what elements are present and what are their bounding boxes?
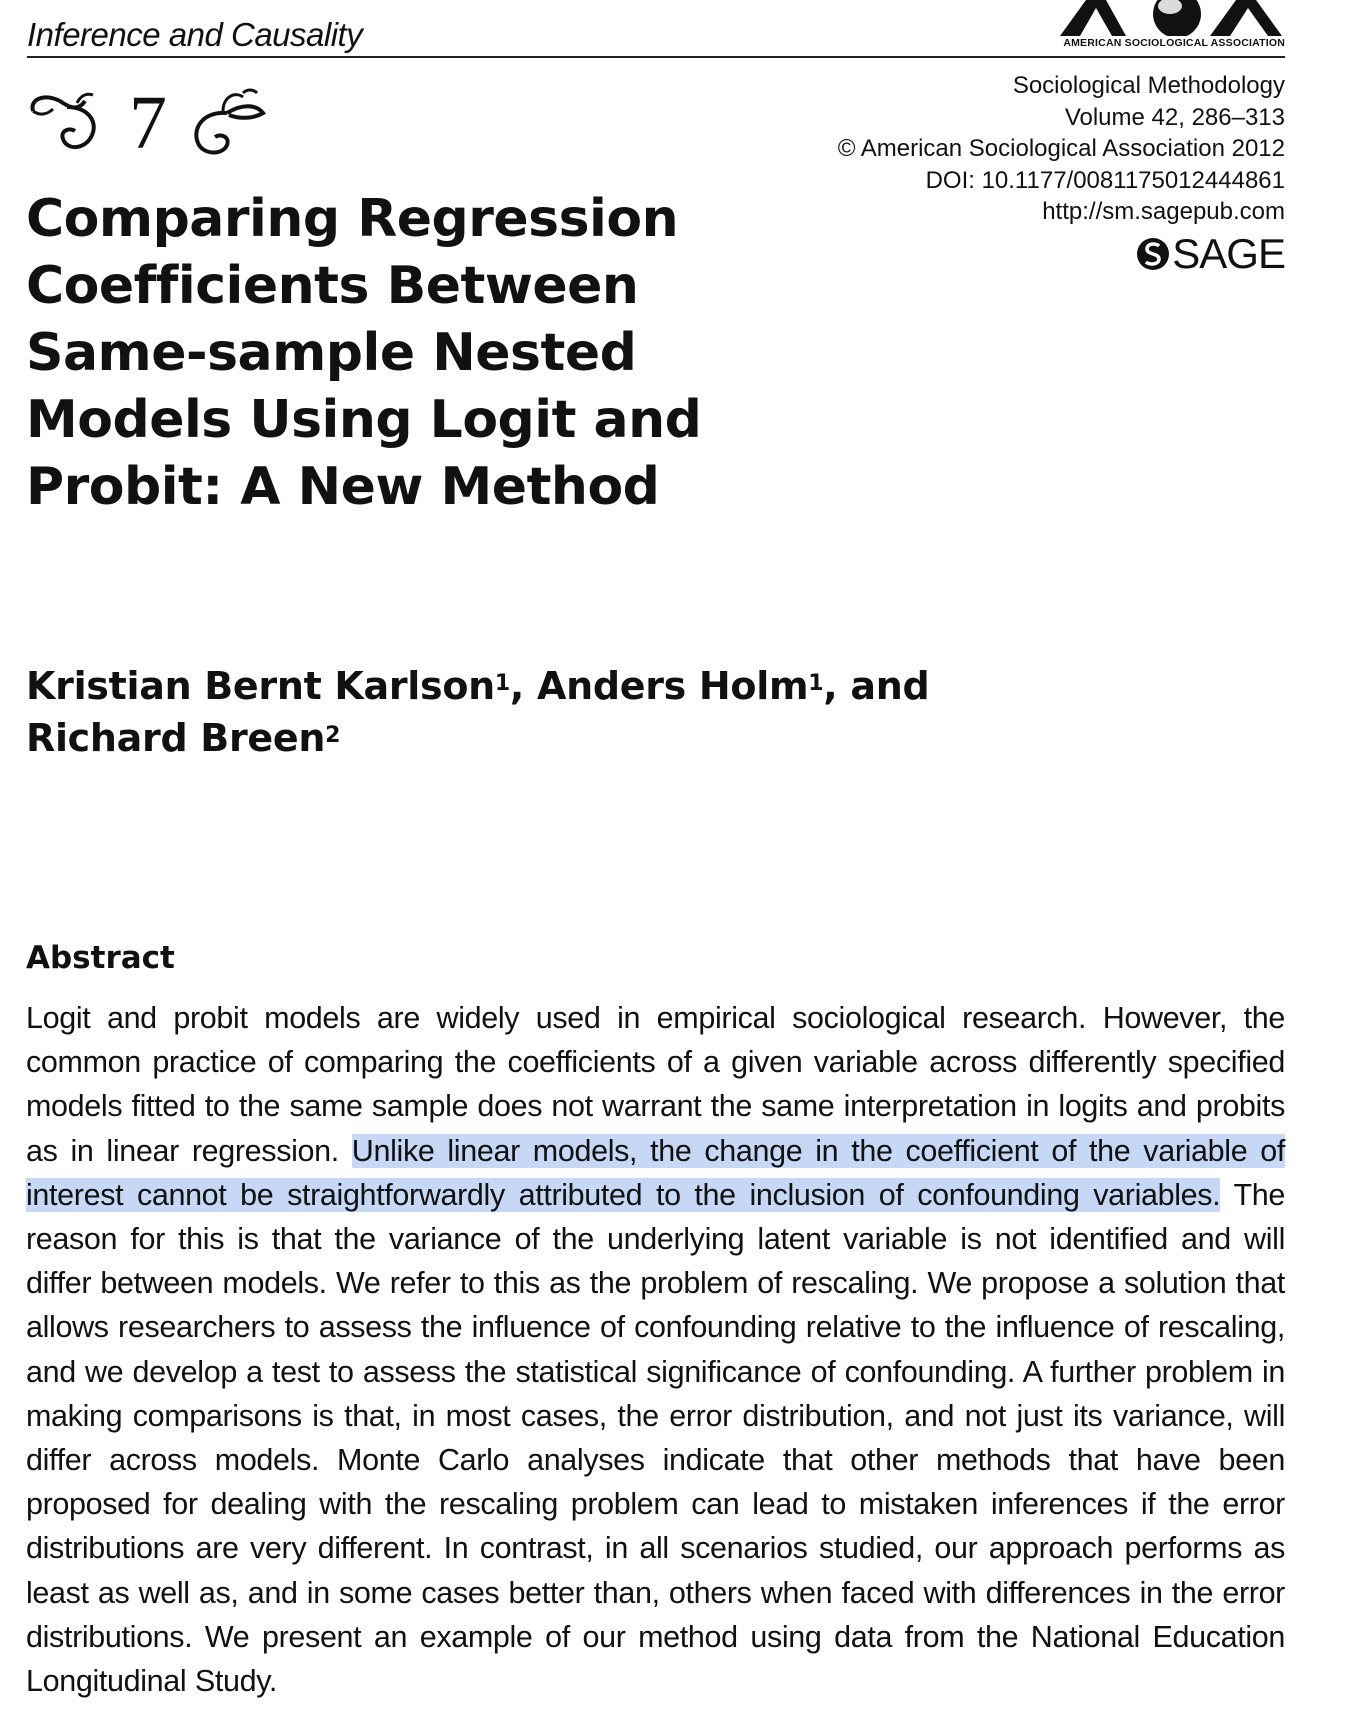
sage-s-icon xyxy=(1136,235,1170,273)
journal-info xyxy=(838,70,1285,228)
journal-volume: Volume 42, 286–313 xyxy=(1064,103,1285,131)
header-rule xyxy=(27,56,1285,58)
journal-name: Sociological Methodology xyxy=(1012,72,1285,99)
journal-url[interactable]: http://sm.sagepub.com xyxy=(1042,198,1285,225)
asa-logo-icon xyxy=(1060,0,1290,36)
running-head: Inference and Causality xyxy=(27,16,363,53)
highlighted-selection[interactable]: Unlike linear models, the change in the coefficient of the variable of interest cannot be straightforwardly attributed to the inclusion of confounding variables. xyxy=(26,1133,1285,1212)
publisher-name: SAGE xyxy=(1172,230,1285,277)
author-affiliation: 1 xyxy=(808,671,824,696)
abstract-text-before-highlight: Logit and probit models are widely used in empirical sociological research. However, the common practice of comparing the coefficients of a given variable across differently specified models fitted to the same sample does not warrant the same interpretation in logits and probits as in linear regression. xyxy=(26,1001,1285,1168)
abstract-heading: Abstract xyxy=(26,940,175,976)
author-separator: , and xyxy=(823,664,930,708)
author-separator: , xyxy=(509,664,537,708)
author-affiliation: 2 xyxy=(325,723,341,748)
asa-logo-subtitle: AMERICAN SOCIOLOGICAL ASSOCIATION xyxy=(1063,37,1285,49)
article-title: Comparing Regression Coefficients Between Same-sample Nested Models Using Logit and Probit: A New Method xyxy=(26,189,702,517)
left-ornament-icon xyxy=(27,83,105,163)
right-ornament-icon xyxy=(187,83,267,163)
author-list xyxy=(26,660,1026,764)
journal-doi[interactable]: DOI: 10.1177/0081175012444861 xyxy=(925,166,1285,194)
author-name: Kristian Bernt Karlson xyxy=(26,664,495,708)
abstract-text[interactable] xyxy=(26,996,1285,1703)
chapter-marker xyxy=(27,78,267,168)
author-name: Anders Holm xyxy=(537,664,809,708)
author-name: Richard Breen xyxy=(26,716,326,760)
chapter-number: 7 xyxy=(129,81,167,165)
sage-logo xyxy=(1136,230,1285,278)
journal-copyright: © American Sociological Association 2012 xyxy=(837,135,1285,162)
author-affiliation: 1 xyxy=(494,671,510,696)
abstract-text-after-highlight: The reason for this is that the variance of the underlying latent variable is not identified and will differ between models. We refer to this as the problem of rescaling. We propose a solution that allows researchers to assess the influence of confounding relative to the influence of rescaling, and we develop a test to assess the statistical significance of confounding. A further problem in making comparisons is that, in most cases, the error distribution, and not just its variance, will differ across models. Monte Carlo analyses indicate that other methods that have been proposed for dealing with the rescaling problem can lead to mistaken inferences if the error distributions are very different. In contrast, in all scenarios studied, our approach performs as least as well as, and in some cases better than, others when faced with differences in the error distributions. We present an example of our method using data from the National Education Longitudinal Study. xyxy=(26,1177,1285,1699)
